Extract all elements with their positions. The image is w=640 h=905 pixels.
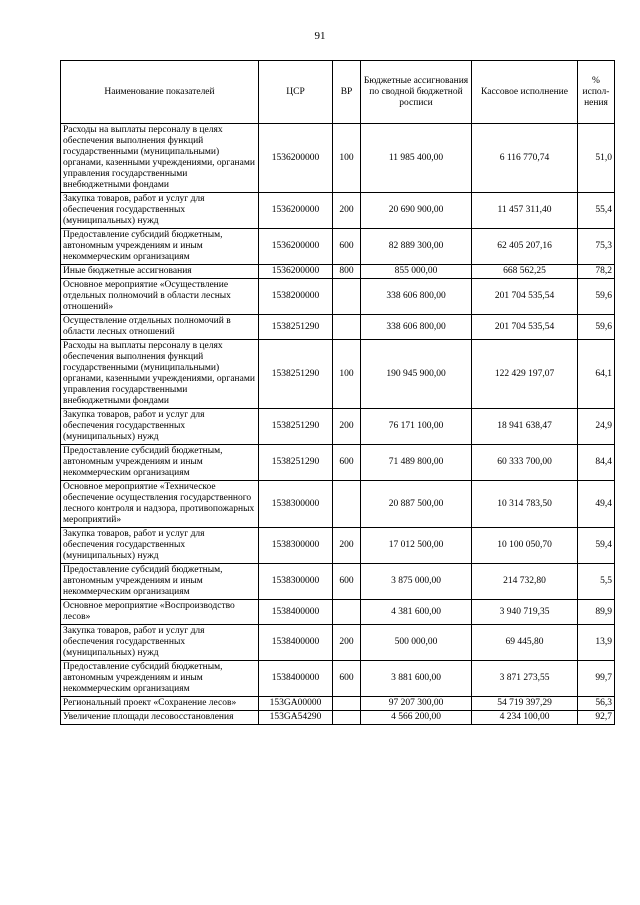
table-row — [61, 564, 615, 600]
table-row — [61, 625, 615, 661]
cell-vr — [333, 697, 361, 711]
header-csr: ЦСР — [259, 61, 333, 124]
cell-budget: 20 690 900,00 — [361, 193, 472, 229]
cell-csr: 153GA54290 — [259, 711, 333, 725]
cell-execution: 11 457 311,40 — [472, 193, 578, 229]
table-row — [61, 340, 615, 409]
cell-execution: 122 429 197,07 — [472, 340, 578, 409]
cell-budget: 97 207 300,00 — [361, 697, 472, 711]
cell-percent: 78,2 — [578, 265, 615, 279]
budget-execution-table — [60, 60, 615, 725]
cell-csr: 1538251290 — [259, 445, 333, 481]
cell-execution: 62 405 207,16 — [472, 229, 578, 265]
cell-budget: 76 171 100,00 — [361, 409, 472, 445]
cell-percent: 51,0 — [578, 124, 615, 193]
table-row — [61, 265, 615, 279]
cell-budget: 17 012 500,00 — [361, 528, 472, 564]
cell-name: Предоставление субсидий бюджетным, автономным учреждениям и иным некоммерческим организациям — [61, 445, 259, 481]
cell-name: Расходы на выплаты персоналу в целях обеспечения выполнения функций государственными (муниципальными) органами, казенными учреждениями, органами управления государственными внебюджетными фондами — [61, 124, 259, 193]
cell-budget: 20 887 500,00 — [361, 481, 472, 528]
cell-vr: 600 — [333, 661, 361, 697]
cell-execution: 10 314 783,50 — [472, 481, 578, 528]
cell-csr: 1538400000 — [259, 600, 333, 625]
table-row — [61, 229, 615, 265]
cell-vr — [333, 600, 361, 625]
header-execution: Кассовое исполнение — [472, 61, 578, 124]
cell-execution: 214 732,80 — [472, 564, 578, 600]
cell-execution: 4 234 100,00 — [472, 711, 578, 725]
header-name: Наименование показателей — [61, 61, 259, 124]
cell-vr: 600 — [333, 564, 361, 600]
cell-name: Основное мероприятие «Техническое обеспечение осуществления государственного лесного контроля и надзора, противопожарных мероприятий» — [61, 481, 259, 528]
cell-vr: 600 — [333, 445, 361, 481]
header-percent: % испол-нения — [578, 61, 615, 124]
cell-vr: 600 — [333, 229, 361, 265]
cell-csr: 1536200000 — [259, 193, 333, 229]
cell-vr: 100 — [333, 340, 361, 409]
cell-percent: 24,9 — [578, 409, 615, 445]
table-row — [61, 711, 615, 725]
table-header-row — [61, 61, 615, 124]
cell-csr: 1536200000 — [259, 265, 333, 279]
cell-budget: 11 985 400,00 — [361, 124, 472, 193]
table-body — [61, 124, 615, 725]
cell-percent: 5,5 — [578, 564, 615, 600]
cell-percent: 99,7 — [578, 661, 615, 697]
cell-percent: 13,9 — [578, 625, 615, 661]
cell-csr: 1536200000 — [259, 124, 333, 193]
cell-percent: 59,4 — [578, 528, 615, 564]
cell-vr: 200 — [333, 528, 361, 564]
cell-execution: 18 941 638,47 — [472, 409, 578, 445]
table-row — [61, 528, 615, 564]
cell-vr — [333, 279, 361, 315]
cell-name: Закупка товаров, работ и услуг для обеспечения государственных (муниципальных) нужд — [61, 528, 259, 564]
cell-vr: 200 — [333, 193, 361, 229]
cell-execution: 60 333 700,00 — [472, 445, 578, 481]
header-budget: Бюджетные ассигнования по сводной бюджетной росписи — [361, 61, 472, 124]
cell-name: Иные бюджетные ассигнования — [61, 265, 259, 279]
header-vr: ВР — [333, 61, 361, 124]
cell-percent: 59,6 — [578, 315, 615, 340]
cell-name: Закупка товаров, работ и услуг для обеспечения государственных (муниципальных) нужд — [61, 193, 259, 229]
cell-execution: 201 704 535,54 — [472, 279, 578, 315]
table-row — [61, 481, 615, 528]
table-row — [61, 315, 615, 340]
cell-percent: 59,6 — [578, 279, 615, 315]
cell-execution: 54 719 397,29 — [472, 697, 578, 711]
cell-execution: 6 116 770,74 — [472, 124, 578, 193]
cell-csr: 153GA00000 — [259, 697, 333, 711]
cell-budget: 4 381 600,00 — [361, 600, 472, 625]
cell-percent: 56,3 — [578, 697, 615, 711]
cell-percent: 92,7 — [578, 711, 615, 725]
cell-csr: 1538251290 — [259, 340, 333, 409]
table-row — [61, 409, 615, 445]
cell-name: Основное мероприятие «Воспроизводство лесов» — [61, 600, 259, 625]
cell-percent: 75,3 — [578, 229, 615, 265]
cell-percent: 64,1 — [578, 340, 615, 409]
cell-percent: 49,4 — [578, 481, 615, 528]
cell-csr: 1538300000 — [259, 528, 333, 564]
table-row — [61, 445, 615, 481]
table-row — [61, 124, 615, 193]
cell-name: Предоставление субсидий бюджетным, автономным учреждениям и иным некоммерческим организациям — [61, 564, 259, 600]
cell-name: Региональный проект «Сохранение лесов» — [61, 697, 259, 711]
cell-execution: 3 940 719,35 — [472, 600, 578, 625]
cell-vr — [333, 711, 361, 725]
cell-name: Основное мероприятие «Осуществление отдельных полномочий в области лесных отношений» — [61, 279, 259, 315]
cell-budget: 71 489 800,00 — [361, 445, 472, 481]
page-number: 91 — [314, 30, 326, 42]
cell-csr: 1538300000 — [259, 481, 333, 528]
cell-execution: 10 100 050,70 — [472, 528, 578, 564]
cell-budget: 338 606 800,00 — [361, 315, 472, 340]
table-row — [61, 661, 615, 697]
cell-vr — [333, 315, 361, 340]
cell-vr: 100 — [333, 124, 361, 193]
cell-csr: 1538251290 — [259, 409, 333, 445]
cell-csr: 1538300000 — [259, 564, 333, 600]
cell-budget: 855 000,00 — [361, 265, 472, 279]
cell-budget: 500 000,00 — [361, 625, 472, 661]
cell-vr: 200 — [333, 409, 361, 445]
cell-csr: 1538400000 — [259, 661, 333, 697]
table-row — [61, 279, 615, 315]
cell-percent: 55,4 — [578, 193, 615, 229]
table-row — [61, 697, 615, 711]
cell-execution: 201 704 535,54 — [472, 315, 578, 340]
cell-budget: 190 945 900,00 — [361, 340, 472, 409]
cell-percent: 84,4 — [578, 445, 615, 481]
cell-name: Предоставление субсидий бюджетным, автономным учреждениям и иным некоммерческим организациям — [61, 661, 259, 697]
cell-execution: 3 871 273,55 — [472, 661, 578, 697]
cell-name: Расходы на выплаты персоналу в целях обеспечения выполнения функций государственными (муниципальными) органами, казенными учреждениями, органами управления государственными внебюджетными фондами — [61, 340, 259, 409]
table-row — [61, 600, 615, 625]
cell-execution: 668 562,25 — [472, 265, 578, 279]
cell-csr: 1538400000 — [259, 625, 333, 661]
cell-budget: 4 566 200,00 — [361, 711, 472, 725]
cell-percent: 89,9 — [578, 600, 615, 625]
cell-vr: 800 — [333, 265, 361, 279]
cell-budget: 3 881 600,00 — [361, 661, 472, 697]
cell-budget: 3 875 000,00 — [361, 564, 472, 600]
cell-name: Осуществление отдельных полномочий в области лесных отношений — [61, 315, 259, 340]
cell-csr: 1538251290 — [259, 315, 333, 340]
cell-name: Закупка товаров, работ и услуг для обеспечения государственных (муниципальных) нужд — [61, 409, 259, 445]
cell-budget: 338 606 800,00 — [361, 279, 472, 315]
cell-name: Увеличение площади лесовосстановления — [61, 711, 259, 725]
cell-vr: 200 — [333, 625, 361, 661]
cell-budget: 82 889 300,00 — [361, 229, 472, 265]
cell-name: Закупка товаров, работ и услуг для обеспечения государственных (муниципальных) нужд — [61, 625, 259, 661]
cell-csr: 1538200000 — [259, 279, 333, 315]
cell-csr: 1536200000 — [259, 229, 333, 265]
table-row — [61, 193, 615, 229]
cell-name: Предоставление субсидий бюджетным, автономным учреждениям и иным некоммерческим организациям — [61, 229, 259, 265]
cell-execution: 69 445,80 — [472, 625, 578, 661]
cell-vr — [333, 481, 361, 528]
